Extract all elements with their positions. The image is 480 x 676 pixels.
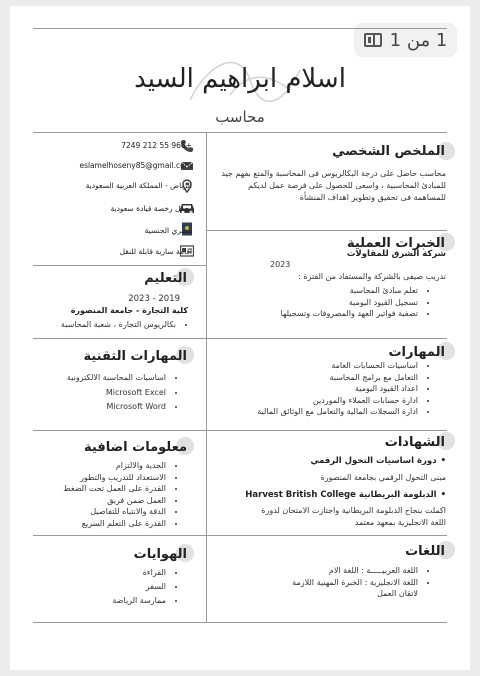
experience-company: شركة الشرق للمقاولات [346,249,446,259]
right-divider-1 [206,230,447,231]
list-item: • ادارة حسابات العملاء والموردين [202,395,418,407]
right-divider-4 [206,535,447,536]
experience-heading: الخبرات العملية [346,236,445,251]
bottom-divider [33,622,447,623]
education-school: كلية التجارة - جامعة المنصورة [70,306,188,315]
skills-heading: المهارات [388,345,445,360]
tech-skills-heading: المهارات التقنية [83,349,187,364]
cert-2-title: •الدبلومة البريطانية Harvest British College [245,490,446,500]
certificates-heading: الشهادات [384,435,445,450]
cert-1-desc: مبنى التحول الرقمي بجامعة المنصورة [320,473,446,482]
hobbies-heading: الهوايات [133,547,187,562]
skills-list [202,360,432,418]
list-item: • اللغة العربيـــــة : اللغة الام [292,565,418,577]
education-heading: التعليم [144,271,187,286]
list-item: • الاستعداد للتدريب والتطور [30,472,166,484]
list-item: • السفر [30,580,166,594]
left-divider-1 [33,265,206,266]
list-item: • Microsoft Excel [30,386,166,401]
extra-info-list [30,460,180,529]
right-divider-2 [206,338,447,339]
tech-skills-list [30,371,180,415]
left-divider-2 [33,338,206,339]
list-item: • اعداد القيود اليومية [202,383,418,395]
cert-1-title: •دورة اساسيات التحول الرقمي [310,456,446,466]
list-item: • تسجيل القيود اليومية [232,297,418,309]
languages-heading: اللغات [405,544,445,559]
candidate-title: محاسب [215,108,265,126]
education-list [30,319,190,331]
contact-location: الرياض - المملكة العربية السعودية [85,181,192,190]
candidate-name: اسلام ابراهيم السيد [134,64,346,94]
contact-license: يحمل رخصة قيادة سعودية [110,204,192,213]
list-item: • Microsoft Word [30,400,166,415]
contact-nationality: مصري الجنسية [144,226,192,235]
experience-list [232,285,432,320]
experience-intro: تدريب صيفى بالشركة والمستفاد من الفترة : [298,272,446,281]
left-divider-3 [33,430,206,431]
page-count-label: 1 من 1 [389,29,448,51]
cert-2-desc: اكملت بنجاح الدبلومة البريطانية واجتازت الامتحان لدورة اللغة الانجليزية بمعهد معتمد [261,506,446,527]
list-item: • القراءة [30,566,166,580]
extra-info-heading: معلومات اضافية [84,440,187,455]
list-item: • ادارة السجلات المالية والتعامل مع الوثائق المالية [202,406,418,418]
education-years: 2019 - 2023 [128,294,180,304]
list-item: • الدقة والانتباه للتفاصيل [30,506,166,518]
languages-list [292,565,432,600]
list-item: • اساسيات الحسابات العامة [202,360,418,372]
hobbies-list [30,566,180,608]
list-item: • ممارسة الرياضة [30,594,166,608]
left-divider-4 [33,535,206,536]
list-item: • تصفية فواتير العهد والمصروفات وتسجيلها [232,308,418,320]
summary-heading: الملخص الشخصي [332,144,445,159]
contact-iqama: اقامة سارية قابلة للنقل [119,247,192,256]
header-divider [33,132,447,133]
sidebar-toggle-icon[interactable] [364,33,382,47]
list-item: • اللغة الانجليزية : الخبرة المهنية اللازمة لاتقان العمل [292,577,418,600]
right-divider-3 [206,430,447,431]
contact-email[interactable]: eslamelhoseny85@gmail.com [79,161,192,170]
experience-year: 2023 [270,260,291,269]
list-item: • الجدية والالتزام [30,460,166,472]
list-item: • بكالريوس التجارة ، شعبة المحاسبة [30,319,176,331]
list-item: • القدرة على التعلم السريع [30,518,166,530]
list-item: • التعامل مع برامج المحاسبة [202,372,418,384]
list-item: • تعلم مبادئ المحاسبة [232,285,418,297]
top-divider [33,28,447,29]
list-item: • العمل ضمن فريق [30,495,166,507]
list-item: • اساسيات المحاسبة الالكترونية [30,371,166,386]
list-item: • القدرة على العمل تحت الضغط [30,483,166,495]
summary-text: محاسب حاصل على درجة البكالريوس فى المحاسبة والمتع بفهم جيد للمبادئ المحاسبية ، واسعى للحصول على فرصة عمل لديكم للمساهمة فى تحقيق وتطوير اهداف المنشأة [221,169,446,202]
contact-phone[interactable]: +966 55 212 7249 [121,141,192,150]
